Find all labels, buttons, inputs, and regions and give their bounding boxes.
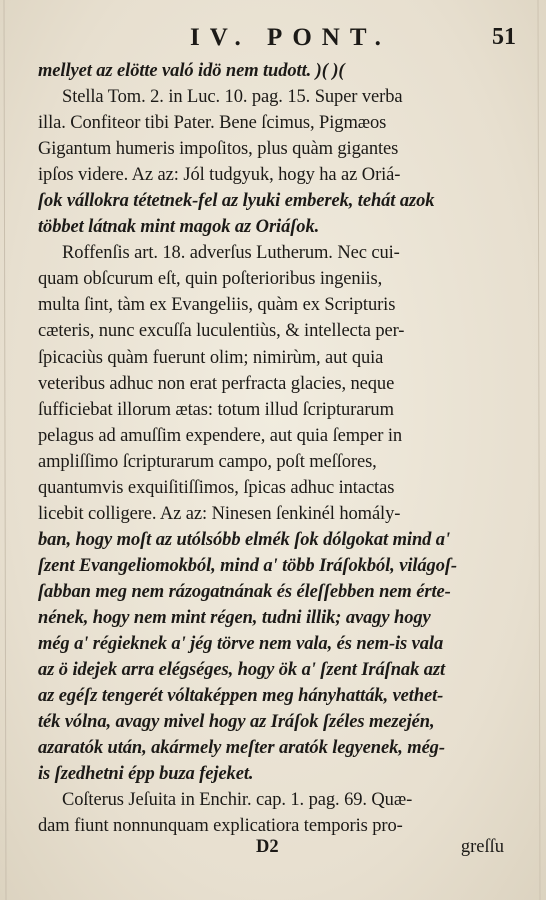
signature-mark: D2: [256, 837, 279, 857]
text-line: még a' régieknek a' jég törve nem vala, és nem-is vala: [38, 634, 444, 655]
page-footer: [38, 834, 508, 860]
text-line: quam obſcurum eſt, quin poſterioribus ingeniis,: [38, 269, 383, 290]
text-line: illa. Confiteor tibi Pater. Bene ſcimus, Pigmæos: [38, 113, 387, 134]
text-line: ſufficiebat illorum ætas: totum illud ſcripturarum: [38, 399, 394, 420]
text-line: ſok vállokra tétetnek-fel az lyuki emberek, tehát azok: [38, 191, 435, 212]
text-line: az egéſz tengerét vóltaképpen meg hányhatták, vethet-: [38, 686, 444, 707]
text-line: nének, hogy nem mint régen, tudni illik; avagy hogy: [38, 607, 431, 628]
text-line: az ö idejek arra elégséges, hogy ök a' ſzent Iráſnak azt: [38, 660, 446, 681]
page-number: 51: [492, 24, 516, 50]
text-line: Coſterus Jeſuita in Enchir. cap. 1. pag. 69. Quæ-: [62, 790, 413, 811]
text-line: dam fiunt nonnunquam explicatiora temporis pro-: [38, 816, 403, 837]
text-line: Roffenſis art. 18. adverſus Lutherum. Nec cui-: [62, 243, 400, 264]
text-line: ſpicaciùs quàm fuerunt olim; nimirùm, aut quia: [38, 347, 384, 368]
text-line: ban, hogy moſt az utólsóbb elmék ſok dólgokat mind a': [38, 529, 450, 550]
text-line: ipſos videre. Az az: Jól tudgyuk, hogy ha az Oriá-: [38, 165, 401, 186]
text-line: mellyet az elötte való idö nem tudott. )( )(: [38, 61, 345, 81]
text-line: pelagus ad amuſſim expendere, aut quia ſemper in: [38, 425, 403, 446]
text-line: is ſzedhetni épp buza fejeket.: [38, 764, 254, 785]
text-line: quantumvis exquiſitiſſimos, ſpicas adhuc intactas: [38, 477, 395, 498]
text-line: veteribus adhuc non erat perfracta glacies, neque: [38, 373, 395, 394]
catchword: greſſu: [460, 837, 504, 857]
text-line: licebit colligere. Az az: Ninesen ſenkinél homály-: [38, 503, 401, 524]
text-line: ſzent Evangeliomokból, mind a' több Iráſokból, világoſ-: [38, 555, 457, 576]
text-line: cæteris, nunc excuſſa luculentiùs, & intellecta per-: [38, 321, 405, 342]
text-line: többet látnak mint magok az Oriáſok.: [38, 217, 320, 238]
text-line: multa ſint, tàm ex Evangeliis, quàm ex Scripturis: [38, 295, 396, 316]
text-line: azaratók után, akármely meſter aratók legyenek, még-: [38, 738, 445, 759]
text-line: ſabban meg nem rázogatnának és éleſſebben nem érte-: [38, 581, 451, 602]
text-line: ték vólna, avagy mivel hogy az Iráſok ſzéles mezején,: [38, 712, 435, 733]
running-header: [40, 24, 520, 54]
text-line: Stella Tom. 2. in Luc. 10. pag. 15. Super verba: [62, 87, 403, 108]
header-title: IV. PONT.: [190, 24, 391, 51]
text-line: Gigantum humeris impoſitos, plus quàm gigantes: [38, 139, 399, 160]
body-text: [38, 58, 508, 839]
text-line: ampliſſimo ſcripturarum campo, poſt meſſores,: [38, 451, 377, 472]
